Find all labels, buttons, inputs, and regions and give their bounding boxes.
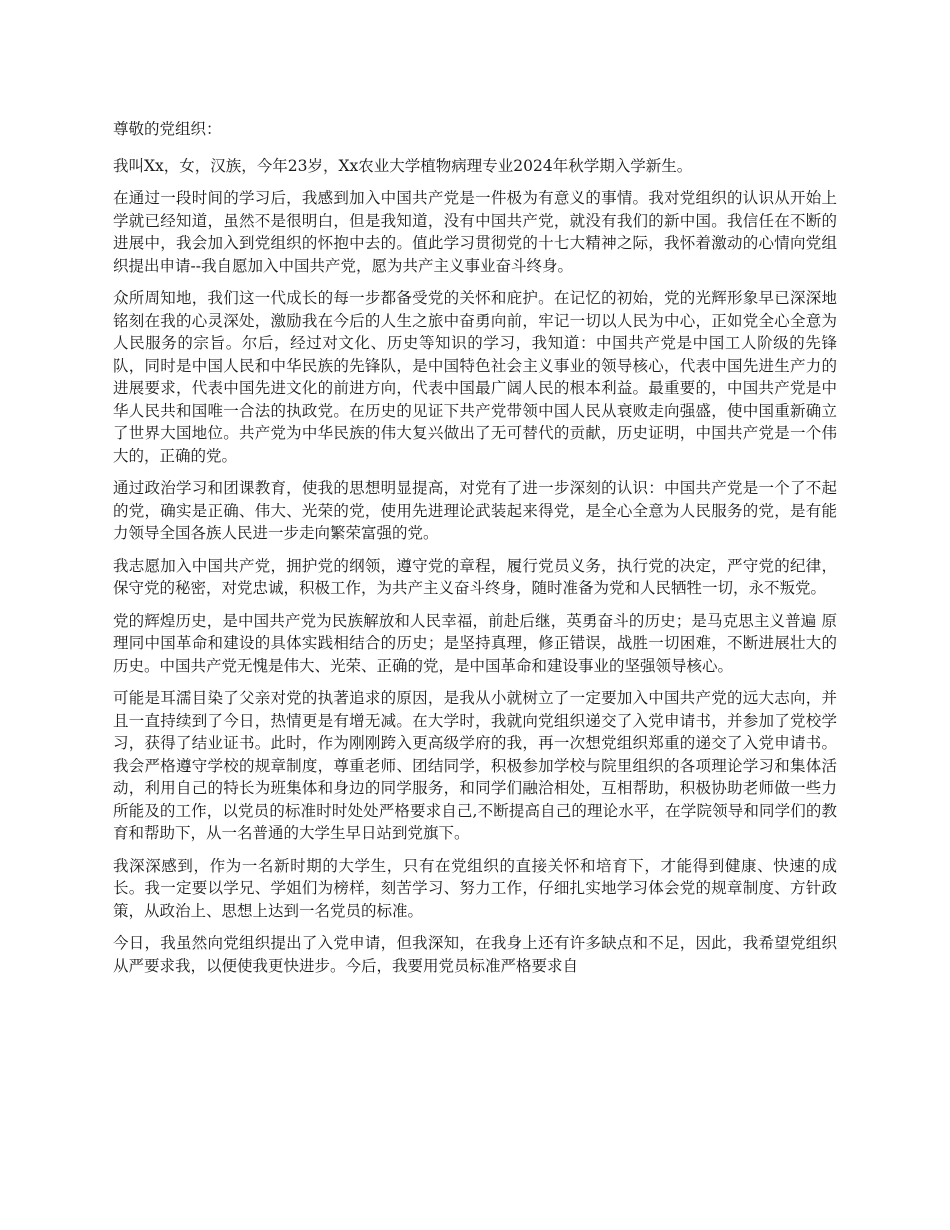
paragraph-commitment: 今日，我虽然向党组织提出了入党申请，但我深知，在我身上还有许多缺点和不足，因此，我希望党组织从严要求我，以便使我更快进步。今后，我要用党员标准严格要求自 xyxy=(113,934,837,975)
paragraph-party-history: 众所周知地，我们这一代成长的每一步都备受党的关怀和庇护。在记忆的初始，党的光辉形象早已深深地铭刻在我的心灵深处，激励我在今后的人生之旅中奋勇向前，牢记一切以人民为中心，正如党全心全意为人民服务的宗旨。尔后，经过对文化、历史等知识的学习，我知道：中国共产党是中国工人阶级的先锋队，同时是中国人民和中华民族的先锋队，是中国特色社会主义事业的领导核心，代表中国先进生产力的进展要求，代表中国先进文化的前进方向，代表中国最广阔人民的根本利益。最重要的，中国共产党是中华人民共和国唯一合法的执政党。在历史的见证下共产党带领中国人民从衰败走向强盛，使中国重新确立了世界大国地位。共产党为中华民族的伟大复兴做出了无可替代的贡献，历史证明，中国共产党是一个伟大的，正确的党。 xyxy=(113,289,837,465)
paragraph-growth: 我深深感到，作为一名新时期的大学生，只有在党组织的直接关怀和培育下，才能得到健康、快速的成长。我一定要以学兄、学姐们为榜样，刻苦学习、努力工作，仔细扎实地学习体会党的规章制度、方针政策，从政治上、思想上达到一名党员的标准。 xyxy=(113,856,837,920)
paragraph-motivation: 在通过一段时间的学习后，我感到加入中国共产党是一件极为有意义的事情。我对党组织的认识从开始上学就已经知道，虽然不是很明白，但是我知道，没有中国共产党，就没有我们的新中国。我信任在不断的进展中，我会加入到党组织的怀抱中去的。值此学习贯彻党的十七大精神之际，我怀着激动的心情向党组织提出申请--我自愿加入中国共产党，愿为共产主义事业奋斗终身。 xyxy=(113,189,837,275)
paragraph-oath: 我志愿加入中国共产党，拥护党的纲领，遵守党的章程，履行党员义务，执行党的决定，严守党的纪律，保守党的秘密，对党忠诚，积极工作，为共产主义奋斗终身，随时准备为党和人民牺牲一切，永不叛党。 xyxy=(113,556,837,597)
letter-body xyxy=(113,118,837,987)
paragraph-political-study: 通过政治学习和团课教育，使我的思想明显提高，对党有了进一步深刻的认识：中国共产党是一个了不起的党，确实是正确、伟大、光荣的党，使用先进理论武装起来得党，是全心全意为人民服务的党，是有能力领导全国各族人民进一步走向繁荣富强的党。 xyxy=(113,479,837,542)
salutation: 尊敬的党组织： xyxy=(113,120,222,138)
paragraph-glorious-history: 党的辉煌历史，是中国共产党为民族解放和人民幸福，前赴后继，英勇奋斗的历史；是马克思主义普遍 原理同中国革命和建设的具体实践相结合的历史；是坚持真理，修正错误，战胜一切困难，不断进展壮大的历史。中国共产党无愧是伟大、光荣、正确的党，是中国革命和建设事业的坚强领导核心。 xyxy=(113,611,837,675)
paragraph-intro: 我叫Xx，女，汉族，今年23岁，Xx农业大学植物病理专业2024年秋学期入学新生。 xyxy=(113,156,693,175)
paragraph-personal-aspiration: 可能是耳濡目染了父亲对党的执著追求的原因，是我从小就树立了一定要加入中国共产党的远大志向，并且一直持续到了今日，热情更是有增无减。在大学时，我就向党组织递交了入党申请书，并参加了党校学习，获得了结业证书。此时，作为刚刚跨入更高级学府的我，再一次想党组织郑重的递交了入党申请书。我会严格遵守学校的规章制度，尊重老师、团结同学，积极参加学校与院里组织的各项理论学习和集体活动，利用自己的特长为班集体和身边的同学服务，和同学们融洽相处，互相帮助，积极协助老师做一些力所能及的工作，以党员的标准时时处处严格要求自己,不断提高自己的理论水平，在学院领导和同学们的教育和帮助下，从一名普通的大学生早日站到党旗下。 xyxy=(113,689,837,842)
